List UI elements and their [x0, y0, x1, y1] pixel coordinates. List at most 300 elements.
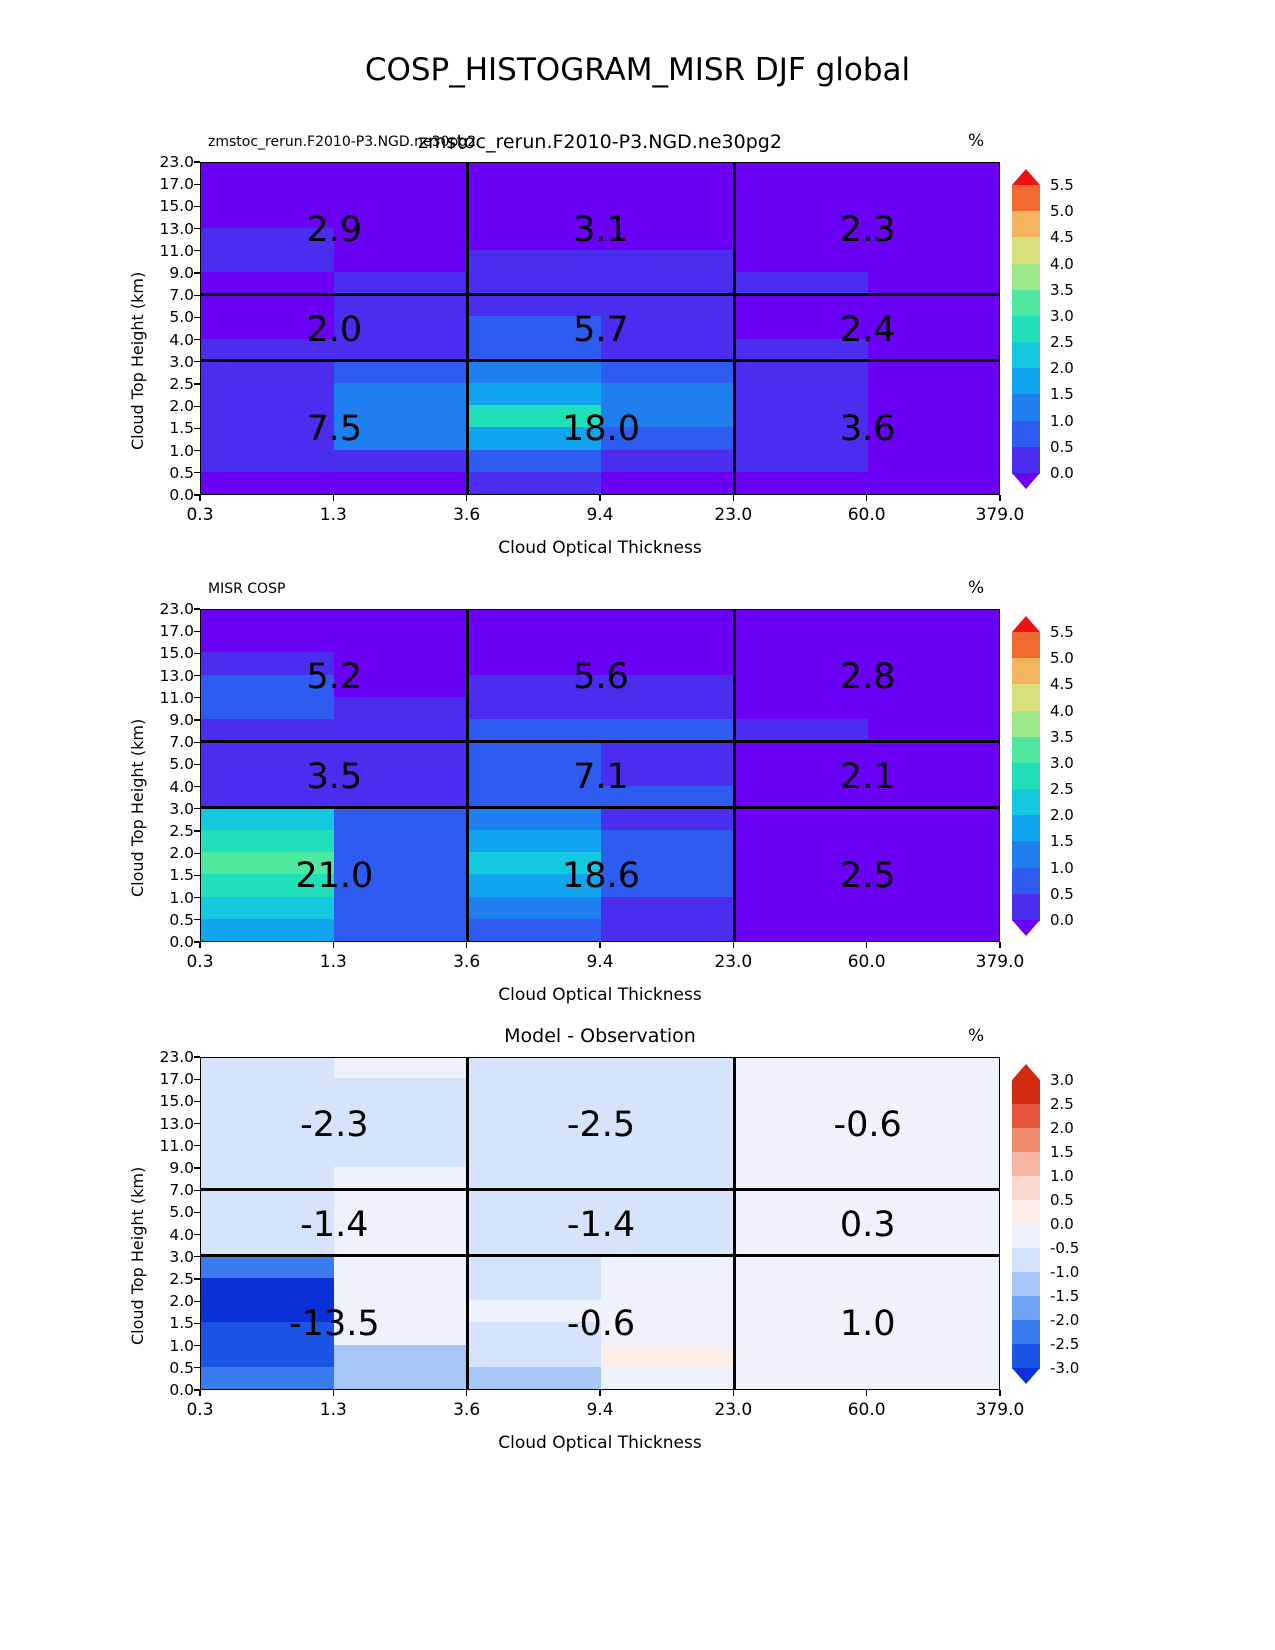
heatmap-cell — [868, 695, 1000, 719]
colorbar-segment — [1012, 1272, 1040, 1297]
heatmap-cell — [734, 717, 869, 741]
heatmap-cell — [868, 609, 1000, 630]
heatmap-cell — [334, 359, 469, 383]
colorbar-segment — [1012, 316, 1040, 343]
heatmap-cell — [201, 162, 336, 183]
colorbar-segment — [1012, 421, 1040, 448]
y-axis-tick-label: 23.0 — [159, 153, 194, 171]
panel-difference-ylabel: Cloud Top Height (km) — [128, 1166, 147, 1345]
x-axis-tick-label: 23.0 — [714, 505, 753, 525]
colorbar-under-arrow — [1012, 920, 1040, 936]
panel-model-xlabel: Cloud Optical Thickness — [498, 538, 702, 558]
x-axis-tick-mark — [599, 1390, 600, 1396]
y-axis-tick-label: 17.0 — [159, 1070, 194, 1089]
y-axis-tick-label: 17.0 — [159, 175, 194, 194]
heatmap-cell — [734, 359, 869, 383]
x-axis-tick-mark — [199, 1390, 200, 1396]
heatmap-cell — [601, 1076, 736, 1100]
colorbar-tick-label: 3.0 — [1050, 753, 1074, 772]
y-axis-tick-label: 0.5 — [169, 910, 194, 929]
colorbar-tick-label: 2.5 — [1050, 1095, 1074, 1113]
y-axis-tick-mark — [194, 383, 200, 384]
block-value-label: 2.4 — [839, 309, 896, 350]
heatmap-cell — [201, 1143, 336, 1167]
colorbar-tick-label: 2.0 — [1050, 806, 1074, 825]
colorbar-segment — [1012, 789, 1040, 816]
colorbar-tick-label: 1.0 — [1050, 858, 1074, 877]
heatmap-cell — [601, 1254, 736, 1278]
heatmap-cell — [601, 1057, 736, 1078]
heatmap-cell — [201, 270, 336, 294]
y-axis-tick-mark — [194, 161, 200, 162]
y-axis-tick-label: 11.0 — [159, 688, 194, 707]
x-axis-tick-mark — [599, 495, 600, 501]
colorbar-segment — [1012, 868, 1040, 895]
heatmap-cell — [468, 1343, 603, 1367]
heatmap-cell — [601, 181, 736, 205]
y-axis-tick-mark — [194, 1079, 200, 1080]
heatmap-cell — [334, 628, 469, 652]
x-axis-tick-label: 0.3 — [186, 952, 214, 972]
x-axis-tick-label: 3.6 — [453, 952, 481, 972]
colorbar-segment — [1012, 658, 1040, 685]
colorbar-segment — [1012, 368, 1040, 395]
block-value-label: 2.0 — [306, 309, 363, 350]
block-divider-vertical — [733, 610, 736, 942]
colorbar-segment — [1012, 1176, 1040, 1201]
heatmap-cell — [334, 828, 469, 852]
x-axis-tick-label: 9.4 — [586, 505, 614, 525]
colorbar-segment — [1012, 1152, 1040, 1177]
heatmap-cell — [734, 609, 869, 630]
panel-model-colorbar[interactable] — [1012, 176, 1074, 482]
x-axis-tick-mark — [199, 495, 200, 501]
y-axis-tick-mark — [194, 472, 200, 473]
heatmap-cell — [601, 1143, 736, 1167]
y-axis-tick-mark — [194, 406, 200, 407]
colorbar-segment — [1012, 1128, 1040, 1153]
colorbar-tick-label: 0.0 — [1050, 911, 1074, 929]
heatmap-cell — [734, 270, 869, 294]
y-axis-tick-label: 0.5 — [169, 463, 194, 482]
y-axis-tick-label: 1.0 — [169, 888, 194, 907]
x-axis-tick-mark — [199, 942, 200, 948]
heatmap-cell — [734, 695, 869, 719]
heatmap-cell — [868, 1076, 1000, 1100]
x-axis-tick-mark — [999, 495, 1000, 501]
x-axis-tick-mark — [733, 495, 734, 501]
y-axis-tick-label: 4.0 — [169, 330, 194, 349]
colorbar-segment — [1012, 815, 1040, 842]
heatmap-cell — [601, 448, 736, 472]
colorbar-tick-label: 0.0 — [1050, 464, 1074, 482]
colorbar-segment — [1012, 264, 1040, 291]
x-axis-tick-label: 3.6 — [453, 505, 481, 525]
block-value-label: 3.1 — [573, 209, 629, 250]
heatmap-cell — [201, 1076, 336, 1100]
heatmap-cell — [868, 270, 1000, 294]
x-axis-tick-label: 9.4 — [586, 952, 614, 972]
y-axis-tick-label: 3.0 — [169, 799, 194, 818]
y-axis-tick-mark — [194, 764, 200, 765]
y-axis-tick-mark — [194, 1101, 200, 1102]
y-axis-tick-label: 7.0 — [169, 733, 194, 752]
heatmap-cell — [601, 806, 736, 830]
x-axis-tick-label: 9.4 — [586, 1400, 614, 1420]
panel-difference-xlabel: Cloud Optical Thickness — [498, 1433, 702, 1453]
heatmap-cell — [334, 1254, 469, 1278]
block-divider-horizontal — [201, 806, 1000, 809]
y-axis-tick-label: 5.0 — [169, 308, 194, 327]
y-axis-tick-mark — [194, 1278, 200, 1279]
x-axis-tick-label: 3.6 — [453, 1400, 481, 1420]
heatmap-cell — [334, 1365, 469, 1389]
heatmap-cell — [201, 181, 336, 205]
heatmap-cell — [601, 162, 736, 183]
heatmap-cell — [468, 917, 603, 941]
block-value-label: -13.5 — [289, 1304, 380, 1345]
heatmap-cell — [734, 895, 869, 919]
y-axis-tick-mark — [194, 1345, 200, 1346]
heatmap-cell — [868, 717, 1000, 741]
y-axis-tick-mark — [194, 875, 200, 876]
x-axis-tick-label: 23.0 — [714, 1400, 753, 1420]
colorbar-tick-label: -2.5 — [1050, 1335, 1080, 1353]
y-axis-tick-mark — [194, 184, 200, 185]
heatmap-cell — [868, 917, 1000, 941]
heatmap-cell — [601, 248, 736, 272]
heatmap-cell — [468, 381, 603, 405]
x-axis-tick-label: 1.3 — [319, 505, 347, 525]
block-value-label: 3.5 — [306, 756, 363, 797]
x-axis-tick-mark — [466, 495, 467, 501]
heatmap-cell — [601, 609, 736, 630]
y-axis-tick-label: 15.0 — [159, 644, 194, 663]
colorbar-tick-label: 0.5 — [1050, 884, 1074, 903]
block-value-label: -2.3 — [300, 1104, 369, 1145]
heatmap-cell — [201, 895, 336, 919]
y-axis-tick-mark — [194, 450, 200, 451]
heatmap-cell — [868, 806, 1000, 830]
heatmap-cell — [734, 181, 869, 205]
panel-model-units: % — [968, 131, 985, 151]
heatmap-cell — [868, 162, 1000, 183]
heatmap-cell — [468, 470, 603, 494]
y-axis-tick-mark — [194, 1234, 200, 1235]
heatmap-cell — [334, 1076, 469, 1100]
heatmap-cell — [734, 448, 869, 472]
heatmap-cell — [468, 1057, 603, 1078]
block-value-label: -1.4 — [300, 1204, 369, 1245]
heatmap-cell — [868, 181, 1000, 205]
colorbar-segment — [1012, 394, 1040, 421]
block-value-label: 7.5 — [306, 409, 363, 450]
block-divider-vertical — [466, 610, 469, 942]
heatmap-cell — [468, 628, 603, 652]
panel-difference-colorbar[interactable] — [1012, 1071, 1080, 1377]
heatmap-cell — [468, 695, 603, 719]
block-value-label: 7.1 — [573, 756, 629, 797]
block-divider-vertical — [733, 1058, 736, 1390]
y-axis-tick-label: 3.0 — [169, 1247, 194, 1266]
y-axis-tick-mark — [194, 719, 200, 720]
heatmap-cell — [601, 895, 736, 919]
heatmap-cell — [734, 1143, 869, 1167]
block-value-label: -0.6 — [566, 1304, 636, 1345]
heatmap-cell — [868, 1143, 1000, 1167]
y-axis-tick-label: 2.5 — [169, 822, 194, 840]
heatmap-cell — [734, 470, 869, 494]
x-axis-tick-label: 23.0 — [714, 952, 753, 972]
heatmap-cell — [468, 1165, 603, 1189]
heatmap-cell — [734, 1343, 869, 1367]
heatmap-cell — [468, 181, 603, 205]
y-axis-tick-label: 4.0 — [169, 777, 194, 796]
y-axis-tick-mark — [194, 1167, 200, 1168]
heatmap-cell — [334, 1343, 469, 1367]
block-value-label: 2.8 — [839, 656, 896, 697]
colorbar-tick-label: 4.5 — [1050, 675, 1074, 694]
heatmap-cell — [601, 381, 736, 405]
heatmap-cell — [201, 917, 336, 941]
y-axis-tick-mark — [194, 272, 200, 273]
heatmap-cell — [601, 270, 736, 294]
heatmap-cell — [601, 628, 736, 652]
y-axis-tick-mark — [194, 317, 200, 318]
heatmap-cell — [868, 895, 1000, 919]
block-value-label: 5.2 — [306, 656, 363, 697]
y-axis-tick-label: 9.0 — [169, 1159, 194, 1177]
y-axis-tick-mark — [194, 675, 200, 676]
colorbar-tick-label: 2.0 — [1050, 359, 1074, 378]
heatmap-cell — [734, 1165, 869, 1189]
colorbar-segment — [1012, 342, 1040, 369]
block-value-label: -2.5 — [566, 1104, 636, 1145]
colorbar-under-arrow — [1012, 473, 1040, 489]
heatmap-cell — [468, 162, 603, 183]
y-axis-tick-mark — [194, 1367, 200, 1368]
colorbar-tick-label: -1.0 — [1050, 1263, 1080, 1281]
heatmap-cell — [334, 806, 469, 830]
x-axis-tick-mark — [866, 495, 867, 501]
heatmap-cell — [201, 1057, 336, 1078]
heatmap-cell — [334, 270, 469, 294]
heatmap-cell — [334, 448, 469, 472]
heatmap-cell — [734, 628, 869, 652]
x-axis-tick-mark — [733, 1390, 734, 1396]
y-axis-tick-mark — [194, 1123, 200, 1124]
block-divider-vertical — [466, 163, 469, 495]
heatmap-cell — [601, 359, 736, 383]
colorbar-segment — [1012, 1104, 1040, 1129]
y-axis-tick-label: 3.0 — [169, 352, 194, 371]
y-axis-tick-label: 13.0 — [159, 666, 194, 685]
colorbar-tick-label: 3.5 — [1050, 727, 1074, 746]
x-axis-tick-mark — [999, 942, 1000, 948]
heatmap-cell — [201, 381, 336, 405]
colorbar-tick-label: 1.0 — [1050, 411, 1074, 430]
y-axis-tick-label: 0.0 — [169, 486, 194, 504]
heatmap-cell — [868, 1276, 1000, 1300]
y-axis-tick-mark — [194, 1323, 200, 1324]
colorbar-tick-label: 4.0 — [1050, 701, 1074, 720]
x-axis-tick-mark — [466, 942, 467, 948]
block-divider-horizontal — [201, 1254, 1000, 1257]
heatmap-cell — [334, 717, 469, 741]
y-axis-tick-mark — [194, 830, 200, 831]
colorbar-segment — [1012, 447, 1040, 474]
heatmap-cell — [734, 1365, 869, 1389]
y-axis-tick-mark — [194, 228, 200, 229]
x-axis-tick-label: 0.3 — [186, 505, 214, 525]
block-value-label: 1.0 — [839, 1304, 896, 1345]
heatmap-cell — [201, 828, 336, 852]
y-axis-tick-label: 13.0 — [159, 219, 194, 238]
panel-observation-colorbar[interactable] — [1012, 623, 1074, 929]
heatmap-cell — [468, 1365, 603, 1389]
y-axis-tick-label: 1.0 — [169, 1336, 194, 1355]
y-axis-tick-label: 15.0 — [159, 1092, 194, 1111]
heatmap-cell — [201, 448, 336, 472]
heatmap-cell — [334, 1143, 469, 1167]
y-axis-tick-mark — [194, 361, 200, 362]
heatmap-cell — [868, 1343, 1000, 1367]
y-axis-tick-label: 0.5 — [169, 1358, 194, 1377]
heatmap-cell — [334, 917, 469, 941]
heatmap-cell — [468, 828, 603, 852]
heatmap-cell — [201, 1343, 336, 1367]
x-axis-tick-label: 60.0 — [847, 505, 886, 525]
heatmap-cell — [734, 248, 869, 272]
heatmap-cell — [601, 695, 736, 719]
block-value-label: 21.0 — [295, 856, 374, 897]
block-value-label: -1.4 — [566, 1204, 636, 1245]
y-axis-tick-mark — [194, 1145, 200, 1146]
heatmap-cell — [734, 917, 869, 941]
heatmap-cell — [201, 609, 336, 630]
heatmap-cell — [334, 162, 469, 183]
colorbar-tick-label: -3.0 — [1050, 1359, 1080, 1377]
block-divider-horizontal — [201, 293, 1000, 296]
block-divider-horizontal — [201, 359, 1000, 362]
heatmap-cell — [201, 628, 336, 652]
y-axis-tick-mark — [194, 608, 200, 609]
colorbar-tick-label: 5.0 — [1050, 202, 1074, 221]
heatmap-cell — [334, 470, 469, 494]
panel-difference-label-center: Model - Observation — [504, 1025, 696, 1047]
heatmap-cell — [868, 1365, 1000, 1389]
y-axis-tick-mark — [194, 808, 200, 809]
colorbar-segment — [1012, 1296, 1040, 1321]
heatmap-cell — [468, 1076, 603, 1100]
colorbar-tick-label: -2.0 — [1050, 1311, 1080, 1329]
heatmap-cell — [601, 1365, 736, 1389]
heatmap-cell — [334, 1057, 469, 1078]
y-axis-tick-mark — [194, 742, 200, 743]
heatmap-cell — [201, 1276, 336, 1300]
y-axis-tick-mark — [194, 1301, 200, 1302]
heatmap-cell — [734, 1276, 869, 1300]
block-value-label: 3.6 — [839, 409, 896, 450]
heatmap-cell — [734, 806, 869, 830]
heatmap-cell — [201, 695, 336, 719]
colorbar-tick-label: 2.0 — [1050, 1119, 1074, 1137]
x-axis-tick-mark — [866, 942, 867, 948]
panel-model-ylabel: Cloud Top Height (km) — [128, 271, 147, 450]
heatmap-cell — [201, 1365, 336, 1389]
heatmap-cell — [201, 359, 336, 383]
heatmap-cell — [468, 1254, 603, 1278]
y-axis-tick-label: 2.0 — [169, 1292, 194, 1311]
x-axis-tick-mark — [466, 1390, 467, 1396]
y-axis-tick-mark — [194, 339, 200, 340]
heatmap-cell — [868, 628, 1000, 652]
y-axis-tick-mark — [194, 919, 200, 920]
colorbar-tick-label: 0.0 — [1050, 1215, 1074, 1233]
colorbar-under-arrow — [1012, 1368, 1040, 1384]
heatmap-cell — [868, 381, 1000, 405]
x-axis-tick-label: 379.0 — [975, 1400, 1025, 1420]
colorbar-tick-label: 2.5 — [1050, 780, 1074, 799]
colorbar-segment — [1012, 1200, 1040, 1225]
x-axis-tick-mark — [866, 1390, 867, 1396]
heatmap-cell — [868, 470, 1000, 494]
heatmap-cell — [734, 381, 869, 405]
colorbar-segment — [1012, 763, 1040, 790]
heatmap-cell — [601, 1343, 736, 1367]
colorbar-tick-label: 1.0 — [1050, 1167, 1074, 1185]
panel-observation-label-left: MISR COSP — [208, 581, 286, 597]
colorbar-tick-label: 0.5 — [1050, 1191, 1074, 1209]
colorbar-tick-label: 5.5 — [1050, 176, 1074, 194]
colorbar-over-arrow — [1012, 616, 1040, 632]
block-value-label: 2.9 — [306, 209, 363, 250]
x-axis-tick-mark — [599, 942, 600, 948]
x-axis-tick-mark — [999, 1390, 1000, 1396]
heatmap-cell — [868, 359, 1000, 383]
y-axis-tick-label: 15.0 — [159, 197, 194, 216]
panel-observation-units: % — [968, 578, 985, 598]
y-axis-tick-mark — [194, 206, 200, 207]
y-axis-tick-mark — [194, 295, 200, 296]
x-axis-tick-label: 379.0 — [975, 505, 1025, 525]
colorbar-tick-label: 3.0 — [1050, 1071, 1074, 1089]
y-axis-tick-label: 0.0 — [169, 933, 194, 951]
heatmap-cell — [468, 895, 603, 919]
x-axis-tick-label: 0.3 — [186, 1400, 214, 1420]
heatmap-cell — [468, 270, 603, 294]
block-value-label: 2.3 — [839, 209, 896, 250]
panel-model-label-center: zmstoc_rerun.F2010-P3.NGD.ne30pg2 — [418, 131, 782, 153]
colorbar-tick-label: 5.0 — [1050, 649, 1074, 668]
heatmap-cell — [468, 1276, 603, 1300]
colorbar-tick-label: 3.0 — [1050, 306, 1074, 325]
heatmap-cell — [868, 1254, 1000, 1278]
heatmap-cell — [868, 828, 1000, 852]
panel-observation-xlabel: Cloud Optical Thickness — [498, 985, 702, 1005]
heatmap-cell — [201, 248, 336, 272]
colorbar-segment — [1012, 841, 1040, 868]
heatmap-cell — [201, 1165, 336, 1189]
y-axis-tick-label: 17.0 — [159, 622, 194, 641]
panel-observation-plot — [200, 609, 1000, 942]
y-axis-tick-label: 11.0 — [159, 241, 194, 260]
y-axis-tick-mark — [194, 853, 200, 854]
y-axis-tick-mark — [194, 897, 200, 898]
y-axis-tick-label: 9.0 — [169, 711, 194, 729]
heatmap-cell — [468, 359, 603, 383]
colorbar-segment — [1012, 237, 1040, 264]
